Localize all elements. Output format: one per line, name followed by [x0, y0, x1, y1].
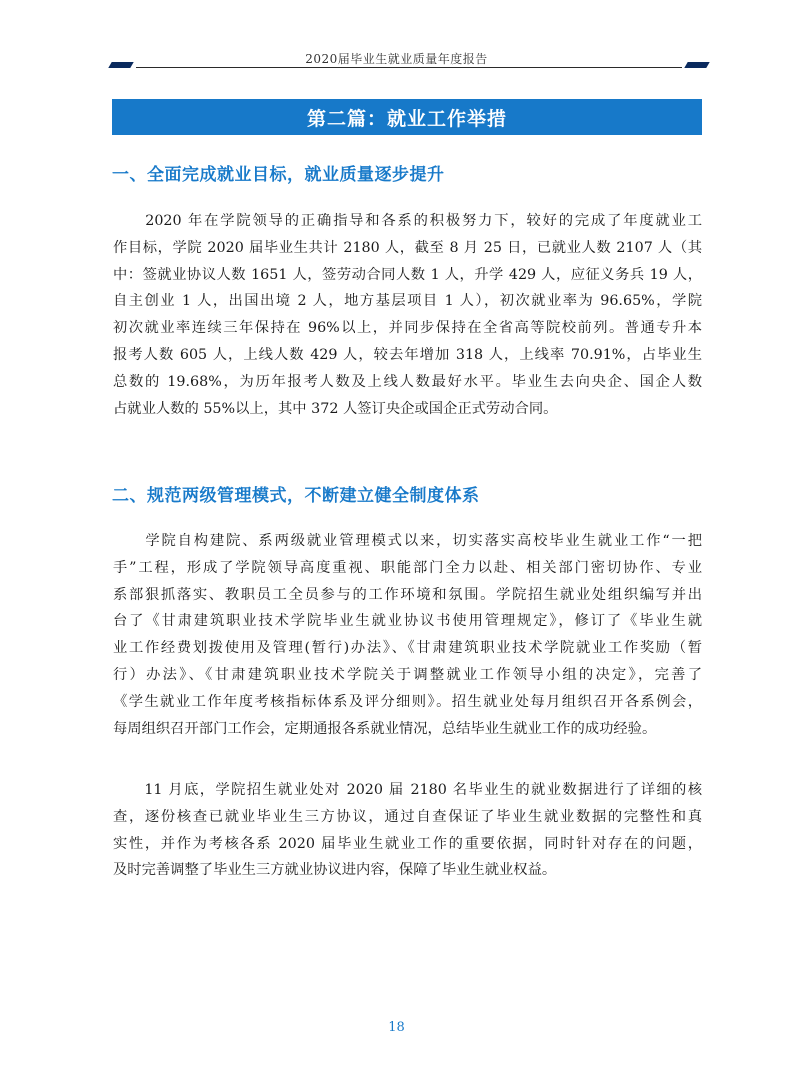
paragraph-line: 每周组织召开部门工作会，定期通报各系就业情况，总结毕业生就业工作的成功经验。 [113, 720, 657, 737]
paragraph-line: 系部狠抓落实、教职员工全员参与的工作环境和氛围。学院招生就业处组织编写并出 [113, 586, 702, 603]
paragraph-line: 及时完善调整了毕业生三方就业协议进内容，保障了毕业生就业权益。 [113, 862, 557, 879]
chapter-banner [112, 99, 702, 135]
section-heading-2: 二、规范两级管理模式，不断建立健全制度体系 [112, 486, 480, 506]
paragraph-line: 实性，并作为考核各系 2020 届毕业生就业工作的重要依据，同时针对存在的问题， [113, 835, 702, 852]
paragraph-line: 总数的 19.68%，为历年报考人数及上线人数最好水平。毕业生去向央企、国企人数 [113, 373, 702, 390]
paragraph-line: 初次就业率连续三年保持在 96%以上，并同步保持在全省高等院校前列。普通专升本 [113, 320, 702, 337]
paragraph-line: 作目标，学院 2020 届毕业生共计 2180 人，截至 8 月 25 日，已就业人数 2107 人（其 [113, 239, 702, 256]
paragraph-line: 11 月底，学院招生就业处对 2020 届 2180 名毕业生的就业数据进行了详细的核 [113, 782, 702, 798]
paragraph-line: 行）办法》、《甘肃建筑职业技术学院关于调整就业工作领导小组的决定》，完善了 [113, 666, 702, 683]
paragraph-employment-goals [113, 208, 702, 422]
running-header: 2020届毕业生就业质量年度报告 [305, 52, 488, 66]
paragraph-line: 报考人数 605 人，上线人数 429 人，较去年增加 318 人，上线率 70.91%，占毕业生 [113, 346, 702, 363]
paragraph-line: 查，逐份核查已就业毕业生三方协议，通过自查保证了毕业生就业数据的完整性和真 [113, 808, 702, 825]
paragraph-line: 业工作经费划拨使用及管理(暂行)办法》、《甘肃建筑职业技术学院就业工作奖励（暂 [113, 640, 702, 657]
paragraph-data-verification [113, 777, 702, 884]
paragraph-line: 台了《甘肃建筑职业技术学院毕业生就业协议书使用管理规定》，修订了《毕业生就 [113, 613, 702, 630]
paragraph-line: 中：签就业协议人数 1651 人，签劳动合同人数 1 人，升学 429 人，应征义务兵 19 人， [113, 266, 702, 283]
paragraph-line: 自主创业 1 人，出国出境 2 人，地方基层项目 1 人），初次就业率为 96.65%，学院 [113, 293, 702, 310]
section-heading-1: 一、全面完成就业目标，就业质量逐步提升 [112, 165, 445, 185]
paragraph-line: 手”工程，形成了学院领导高度重视、职能部门全力以赴、相关部门密切协作、专业 [113, 559, 702, 576]
header-decoration-right [684, 62, 709, 68]
paragraph-line: 占就业人数的 55%以上，其中 372 人签订央企或国企正式劳动合同。 [113, 400, 558, 417]
chapter-title: 第二篇：就业工作举措 [306, 107, 507, 130]
header-rule [136, 67, 682, 68]
paragraph-line: 《学生就业工作年度考核指标体系及评分细则》。招生就业处每月组织召开各系例会， [113, 693, 702, 710]
paragraph-line: 2020 年在学院领导的正确指导和各系的积极努力下，较好的完成了年度就业工 [113, 213, 702, 229]
paragraph-line: 学院自构建院、系两级就业管理模式以来，切实落实高校毕业生就业工作“一把 [113, 533, 702, 549]
paragraph-management-model [113, 528, 702, 742]
page-number: 18 [388, 1020, 405, 1035]
